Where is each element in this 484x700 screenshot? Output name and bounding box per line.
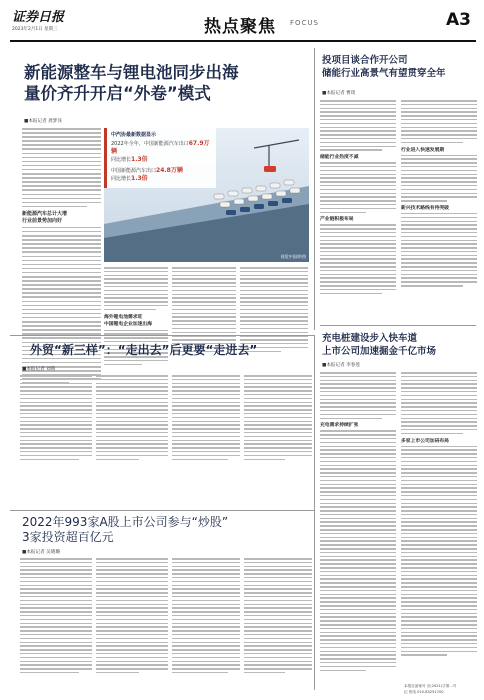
story4-subhead2: 多家上市公司加码布局 xyxy=(401,438,449,444)
story2-subhead2: 产业链积极布局 xyxy=(320,217,354,223)
column-divider-right xyxy=(314,335,315,690)
story4-top-rule xyxy=(320,325,476,326)
footer-line2: 记 热线 010-83251700 xyxy=(404,690,444,694)
story2-subhead3: 新兴技术路线有待突破 xyxy=(401,205,449,211)
story1-subhead1: 新能源汽车总计大增 xyxy=(22,210,68,217)
story4-headline-line1: 充电桩建设步入快车道 xyxy=(322,333,418,344)
story1-graphic xyxy=(104,128,309,262)
story1-headline-line1: 新能源整车与锂电池同步出海 xyxy=(24,63,239,82)
story2-subhead4: 行业进入快速发展期 xyxy=(401,147,445,153)
date-line: 2023年2月1日 星期三 xyxy=(12,27,58,32)
story2-byline: ■本报记者 曹琦 xyxy=(322,91,356,96)
story4-col1 xyxy=(320,372,396,673)
story5-col4 xyxy=(244,558,312,676)
story4-headline-block xyxy=(322,332,478,358)
column-divider-main xyxy=(314,48,315,330)
graphic-line5: 同比增长 xyxy=(111,176,132,182)
story1-subhead2b: 中国锂电企业加速出海 xyxy=(104,321,152,327)
graphic-line4: 中国新能源汽车出口 xyxy=(111,168,157,174)
story3-col3 xyxy=(172,375,240,462)
graphic-info-box xyxy=(104,128,216,188)
story1-subhead1b: 行业前景势加向好 xyxy=(22,217,63,224)
story2-headline-line2: 储能行业高景气有望贯穿全年 xyxy=(322,68,446,79)
story1-headline-line2: 量价齐升开启“外卷”模式 xyxy=(24,84,211,103)
masthead-rule xyxy=(10,40,476,42)
story2-col2 xyxy=(401,100,477,289)
story2-subhead1: 储能行业热度不减 xyxy=(320,155,359,161)
story5-byline: ■本报记者 吴晓璐 xyxy=(22,550,60,555)
story1-subhead2: 海外锂电池需求旺 xyxy=(104,314,143,320)
section-title: 热点聚焦 xyxy=(204,17,276,37)
story5-headline-line2: 3家投资超百亿元 xyxy=(22,530,114,544)
story3-col1 xyxy=(20,375,92,462)
story3-top-rule xyxy=(10,335,314,336)
story4-byline: ■本报记者 李春莲 xyxy=(322,363,360,368)
story5-headline-line1: 2022年993家A股上市公司参与“炒股” xyxy=(22,515,229,529)
paper-name: 证券日报 xyxy=(12,10,65,25)
masthead xyxy=(0,0,484,42)
footer-line1: 本报社备案号 京(2021)字第...号 xyxy=(404,684,457,688)
story3-col2 xyxy=(96,375,168,462)
story5-headline-block xyxy=(22,515,312,545)
story5-col3 xyxy=(172,558,240,676)
story4-subhead1: 充电需求持续扩张 xyxy=(320,423,359,429)
story1-headline-block xyxy=(24,62,294,112)
story3-col4 xyxy=(244,375,312,462)
graphic-line2: 2022年全年，中国新能源汽车出口 xyxy=(111,141,189,147)
story2-col1 xyxy=(320,100,396,296)
story5-col2 xyxy=(96,558,168,676)
story2-headline-block xyxy=(322,54,478,80)
graphic-line3: 同比增长 xyxy=(111,157,132,163)
graphic-num2: 1.3倍 xyxy=(131,156,148,163)
story4-headline-line2: 上市公司加速掘金千亿市场 xyxy=(322,346,437,357)
section-en: FOCUS xyxy=(290,19,319,27)
story3-byline: ■本报记者 刘萌 xyxy=(22,367,56,372)
story2-headline-line1: 投项目谈合作开公司 xyxy=(322,55,408,66)
photo-credit: 视觉中国/供图 xyxy=(280,254,306,259)
story5-col1 xyxy=(20,558,92,676)
graphic-num1: 67.9万辆 xyxy=(111,140,210,155)
graphic-line1: 中汽协最新数据显示 xyxy=(111,132,157,138)
story4-col2 xyxy=(401,372,477,658)
graphic-num4: 1.3倍 xyxy=(131,175,148,182)
story5-top-rule xyxy=(10,510,314,511)
story1-byline: ■本报记者 龚梦泽 xyxy=(24,119,62,124)
page-number: A3 xyxy=(446,10,471,30)
graphic-num3: 24.8万辆 xyxy=(156,167,183,174)
story3-headline: 外贸“新三样”：“走出去”后更要“走进去” xyxy=(30,343,258,357)
